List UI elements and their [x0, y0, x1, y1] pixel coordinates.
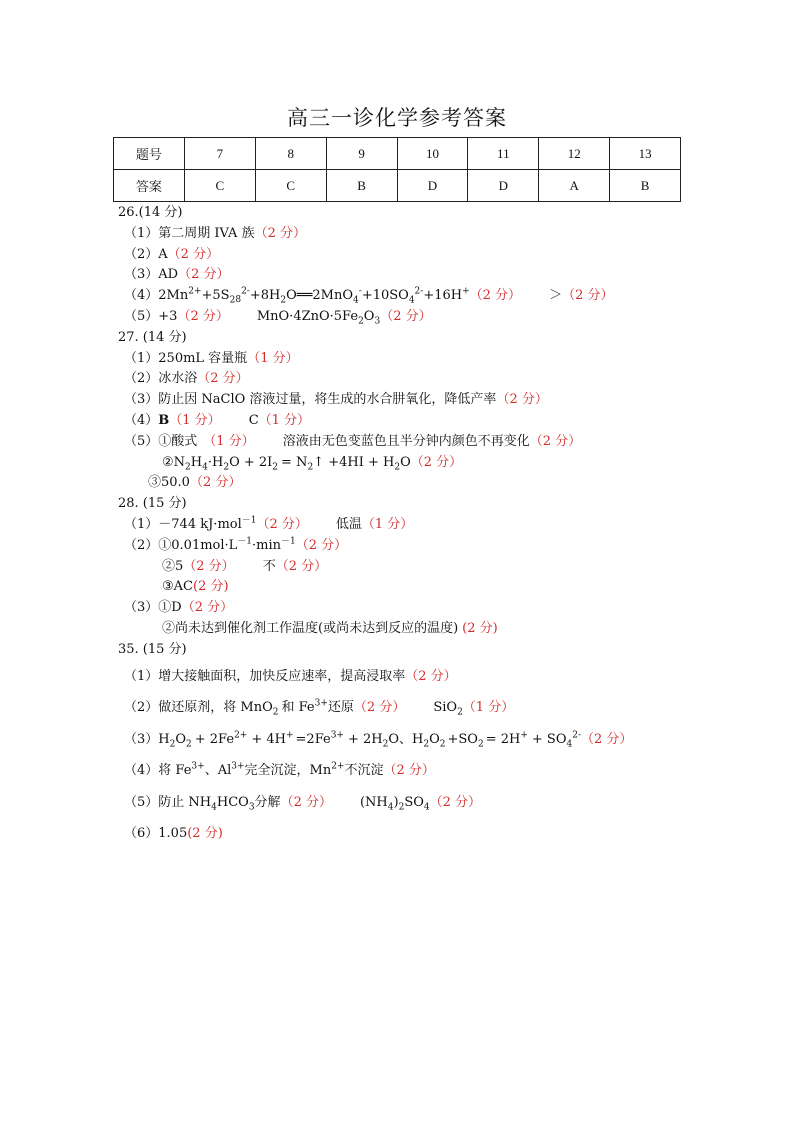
- score: (2 分): [462, 620, 498, 636]
- answer-line: （5）+3（2 分） $MnO\cdot 4ZnO\cdot 5Fe_2O_3(2$ 分）: [124, 308, 432, 327]
- score: （2 分）: [178, 267, 230, 283]
- answer-line: $(2)①0.01mol\cdot L^{-1}\cdot\min^{-1}(2$ 分）: [124, 536, 348, 553]
- answer-line: （2）冰水浴（2 分）: [124, 371, 249, 387]
- answer-line: （6）1.05(2 分): [124, 826, 223, 842]
- answer-line: （3）防止因 NaClO 溶液过量，将生成的水合肼氧化，降低产率（2 分）: [124, 392, 548, 408]
- table-cell: D: [468, 170, 539, 202]
- answer-line: （1）－744 kJ·mol$^{-1}$（2 分） 低温（1 分）: [124, 515, 414, 532]
- answer-body: [118, 203, 778, 850]
- score: （1 分）: [361, 516, 414, 532]
- answer-line: [118, 265, 778, 286]
- score: （2 分）: [529, 433, 582, 449]
- score: （2 分）: [295, 537, 348, 553]
- score: （2 分）: [181, 600, 234, 616]
- table-cell: 7: [184, 138, 255, 170]
- score: （2 分）: [167, 246, 220, 262]
- table-row: [114, 170, 681, 202]
- score: （2 分）: [383, 763, 435, 779]
- answer-line: （1）增大接触面积，加快反应速率，提高浸取率（2 分）: [124, 668, 457, 684]
- score: （2 分）: [469, 288, 522, 304]
- answer-line: ②5（2 分） 不（2 分）: [162, 558, 328, 574]
- answer-text: （2）A: [124, 246, 168, 262]
- question-35-heading: 35. (15 分): [118, 641, 187, 657]
- table-cell: 13: [610, 138, 681, 170]
- score: （1 分）: [247, 350, 299, 366]
- score: （1 分）: [169, 412, 221, 428]
- score: （2 分）: [275, 558, 328, 574]
- table-header-cell: 题号: [114, 138, 185, 170]
- answer-line: [118, 224, 778, 245]
- score: （2 分）: [562, 288, 614, 304]
- answer-line: ③AC(2 分): [162, 579, 229, 595]
- score: （2 分）: [280, 794, 332, 810]
- score: （2 分）: [429, 794, 482, 810]
- score: (2 分): [193, 579, 229, 595]
- answer-text: （3）AD: [124, 267, 179, 283]
- answer-line: $②N_2H_4\cdot H_2O + 2I_2$ = $N_2↑ +4HI + H_2O(2$ 分）: [162, 454, 463, 473]
- score: （2 分）: [183, 558, 235, 574]
- answer-text: （1）第二周期 IVA 族: [124, 225, 255, 241]
- answer-line: $(3)H_2O_2 + 2Fe^{2+} + 4H^+ =2Fe^{3+} + 2H_2O$、$H_2O_2 +SO_2 = 2H^+ + SO_4^{2-}(2$ 分）: [124, 730, 633, 750]
- page-title: 高三一诊化学参考答案: [287, 106, 507, 130]
- question-35-answers: [118, 661, 778, 850]
- score: （2 分）: [254, 225, 306, 241]
- table-cell: C: [184, 170, 255, 202]
- table-cell: 8: [255, 138, 326, 170]
- answer-line: （5）防止 $NH_4HCO_3$分解（2 分） $(NH_4)_2SO_4(2$ 分）: [124, 794, 482, 813]
- score: （2 分）: [256, 516, 308, 532]
- question-28-heading: 28. (15 分): [118, 496, 187, 512]
- table-header-cell: 答案: [114, 170, 185, 202]
- table-cell: B: [326, 170, 397, 202]
- table-cell: D: [397, 170, 468, 202]
- answer-table: [113, 137, 681, 202]
- score: （2 分）: [380, 308, 432, 324]
- score: （2 分）: [405, 668, 457, 684]
- answer-line: [118, 245, 778, 266]
- score: （1 分）: [203, 433, 255, 449]
- answer-line: （4）B（1 分） C（1 分）: [124, 412, 311, 428]
- table-cell: A: [539, 170, 610, 202]
- table-cell: 10: [397, 138, 468, 170]
- answer-line: （4）将 $Fe^{3+}$、$Al^{3+}$完全沉淀，$Mn^{2+}$不沉淀（2 分）: [124, 761, 435, 779]
- score: (2 分): [187, 826, 223, 842]
- answer-line: （2）做还原剂，将 MnO$_2$ 和 $Fe^{3+}$还原（2 分） SiO$_2$（1 分）: [124, 698, 515, 718]
- answer-line: （1）250mL 容量瓶（1 分）: [124, 350, 299, 366]
- score: （2 分）: [189, 475, 242, 491]
- table-cell: C: [255, 170, 326, 202]
- answer-line: ②尚未达到催化剂工作温度(或尚未达到反应的温度) (2 分): [162, 620, 498, 636]
- question-26-heading: 26.(14 分): [118, 205, 183, 220]
- score: （2 分）: [496, 392, 548, 408]
- table-row: [114, 138, 681, 170]
- score: （1 分）: [462, 700, 515, 716]
- answer-line: （3）①D（2 分）: [124, 600, 234, 616]
- answer-line: （5）①酸式 （1 分） 溶液由无色变蓝色且半分钟内颜色不再变化（2 分）: [124, 433, 582, 449]
- score: （2 分）: [353, 700, 406, 716]
- answer-line: $(4)2Mn^{2+}+5S_{28}^{2-}+8H_2O══2MnO_4^-+10SO_4^{2-}+16H^+(2$ 分） ＞（2 分）: [124, 286, 614, 306]
- table-cell: B: [610, 170, 681, 202]
- score: （2 分）: [177, 308, 229, 324]
- answer-line: ③50.0（2 分）: [148, 475, 242, 491]
- score: （2 分）: [581, 731, 633, 747]
- score: （2 分）: [410, 454, 463, 470]
- table-cell: 12: [539, 138, 610, 170]
- table-cell: 11: [468, 138, 539, 170]
- table-cell: 9: [326, 138, 397, 170]
- score: （2 分）: [197, 371, 249, 387]
- score: （1 分）: [258, 412, 311, 428]
- question-27-heading: 27. (14 分): [118, 329, 187, 345]
